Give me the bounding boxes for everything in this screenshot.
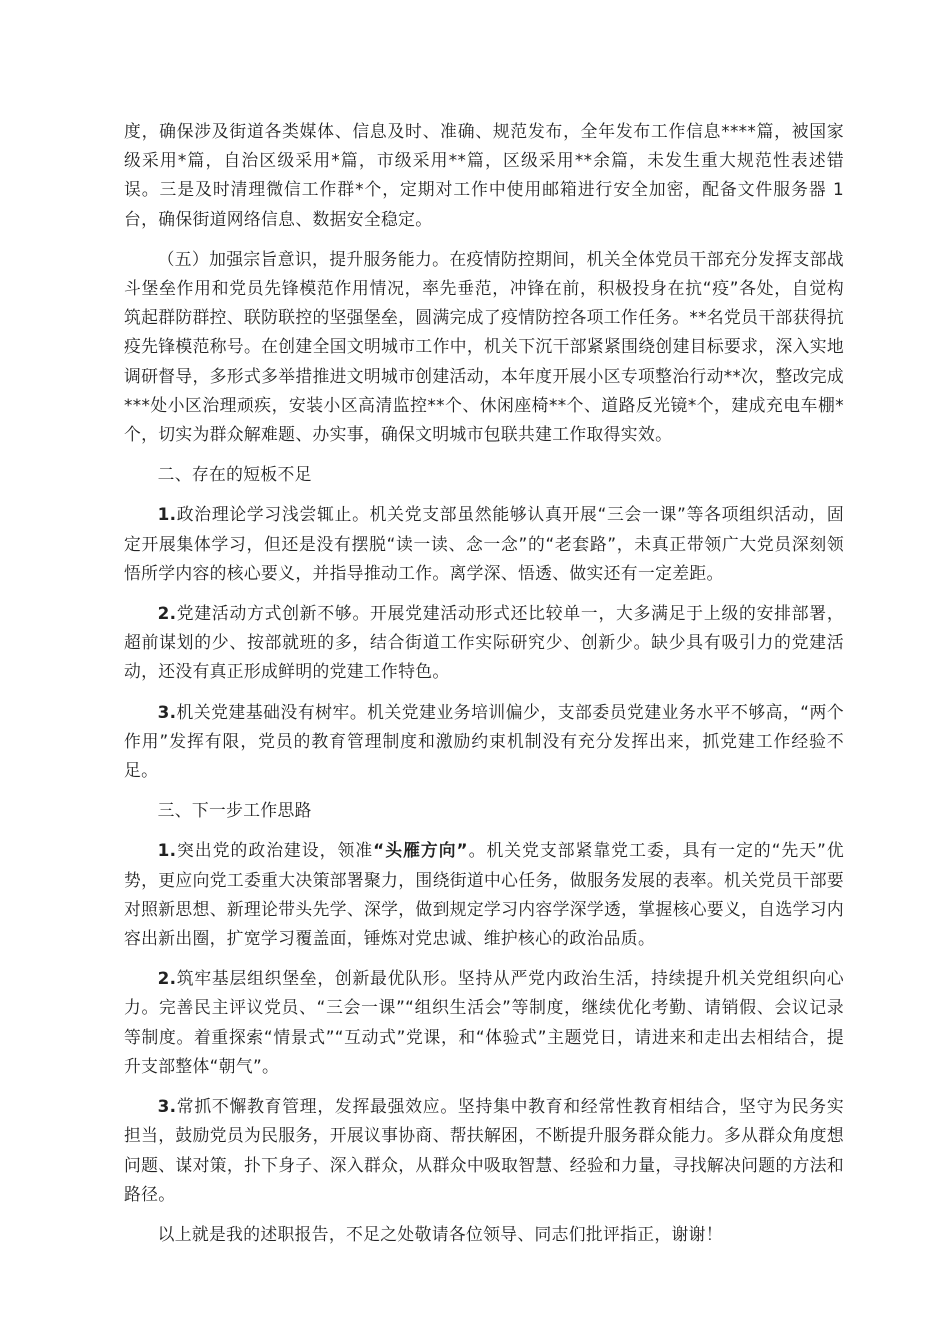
next-step-item-3 (124, 1092, 844, 1209)
next-step-item-2 (124, 964, 844, 1081)
heading-next-steps: 三、下一步工作思路 (157, 800, 312, 821)
item-bold-phrase: “头雁方向” (373, 840, 468, 861)
shortcoming-item-1 (124, 500, 844, 588)
item-number: 2. (157, 968, 177, 989)
item-text: 机关党建基础没有树牢。机关党建业务培训偏少，支部委员党建业务水平不够高，“两个作用”发挥有限，党员的教育管理制度和激励约束机制没有充分发挥出来，抓党建工作经验不足。 (124, 701, 844, 781)
item-text: 筑牢基层组织堡垒，创新最优队形。坚持从严党内政治生活，持续提升机关党组织向心力。完善民主评议党员、“三会一课”“组织生活会”等制度，继续优化考勤、请销假、会议记录等制度。着重探索“情景式”“互动式”党课，和“体验式”主题党日，请进来和走出去相结合，提升支部整体“朝气”。 (124, 968, 844, 1076)
shortcoming-item-2 (124, 599, 844, 687)
heading-shortcomings: 二、存在的短板不足 (157, 464, 312, 485)
item-lead-text: 突出党的政治建设，领准 (176, 840, 374, 861)
item-number: 1. (157, 840, 177, 861)
paragraph-continued: 度，确保涉及街道各类媒体、信息及时、准确、规范发布，全年发布工作信息****篇，被国家级采用*篇，自治区级采用*篇，市级采用**篇，区级采用**余篇，未发生重大规范性表述错误。三是及时清理微信工作群*个，定期对工作中使用邮箱进行安全加密，配备文件服务器 1 台，确保街道网络信息、数据安全稳定。 (124, 121, 844, 229)
shortcoming-item-3 (124, 698, 844, 786)
document-body (124, 117, 844, 1260)
next-step-item-1 (124, 836, 844, 953)
item-number: 3. (157, 1096, 177, 1117)
item-number: 2. (157, 603, 177, 624)
item-text: 。机关党支部紧靠党工委，具有一定的“先天”优势，更应向党工委重大决策部署聚力，围绕街道中心任务，做服务发展的表率。机关党员干部要对照新思想、新理论带头先学、深学，做到规定学习内容学深学透，掌握核心要义，自选学习内容出新出圈，扩宽学习覆盖面，锤炼对党忠诚、维护核心的政治品质。 (124, 840, 844, 949)
item-text: 常抓不懈教育管理，发挥最强效应。坚持集中教育和经常性教育相结合，坚守为民务实担当，鼓励党员为民服务，开展议事协商、帮扶解困，不断提升服务群众能力。多从群众角度想问题、谋对策，扑下身子、深入群众，从群众中吸取智慧、经验和力量，寻找解决问题的方法和路径。 (124, 1096, 844, 1204)
item-text: 党建活动方式创新不够。开展党建活动形式还比较单一，大多满足于上级的安排部署，超前谋划的少、按部就班的多，结合街道工作实际研究少、创新少。缺少具有吸引力的党建活动，还没有真正形成鲜明的党建工作特色。 (124, 603, 844, 682)
item-text: 政治理论学习浅尝辄止。机关党支部虽然能够认真开展“三会一课”等各项组织活动，固定开展集体学习，但还是没有摆脱“读一读、念一念”的“老套路”，未真正带领广大党员深刻领悟所学内容的核心要义，并指导推动工作。离学深、悟透、做实还有一定差距。 (124, 504, 844, 583)
closing-paragraph: 以上就是我的述职报告，不足之处敬请各位领导、同志们批评指正，谢谢！ (157, 1223, 723, 1244)
item-number: 3. (157, 701, 177, 722)
paragraph-section-five: （五）加强宗旨意识，提升服务能力。在疫情防控期间，机关全体党员干部充分发挥支部战斗堡垒作用和党员先锋模范作用情况，率先垂范，冲锋在前，积极投身在抗“疫”各处，自觉构筑起群防群控、联防联控的坚强堡垒，圆满完成了疫情防控各项工作任务。**名党员干部获得抗疫先锋模范称号。在创建全国文明城市工作中，机关下沉干部紧紧围绕创建目标要求，深入实地调研督导，多形式多举措推进文明城市创建活动，本年度开展小区专项整治行动**次，整改完成***处小区治理顽疾，安装小区高清监控**个、休闲座椅**个、道路反光镜*个，建成充电车棚*个，切实为群众解难题、办实事，确保文明城市包联共建工作取得实效。 (124, 248, 844, 445)
item-number: 1. (157, 504, 177, 525)
